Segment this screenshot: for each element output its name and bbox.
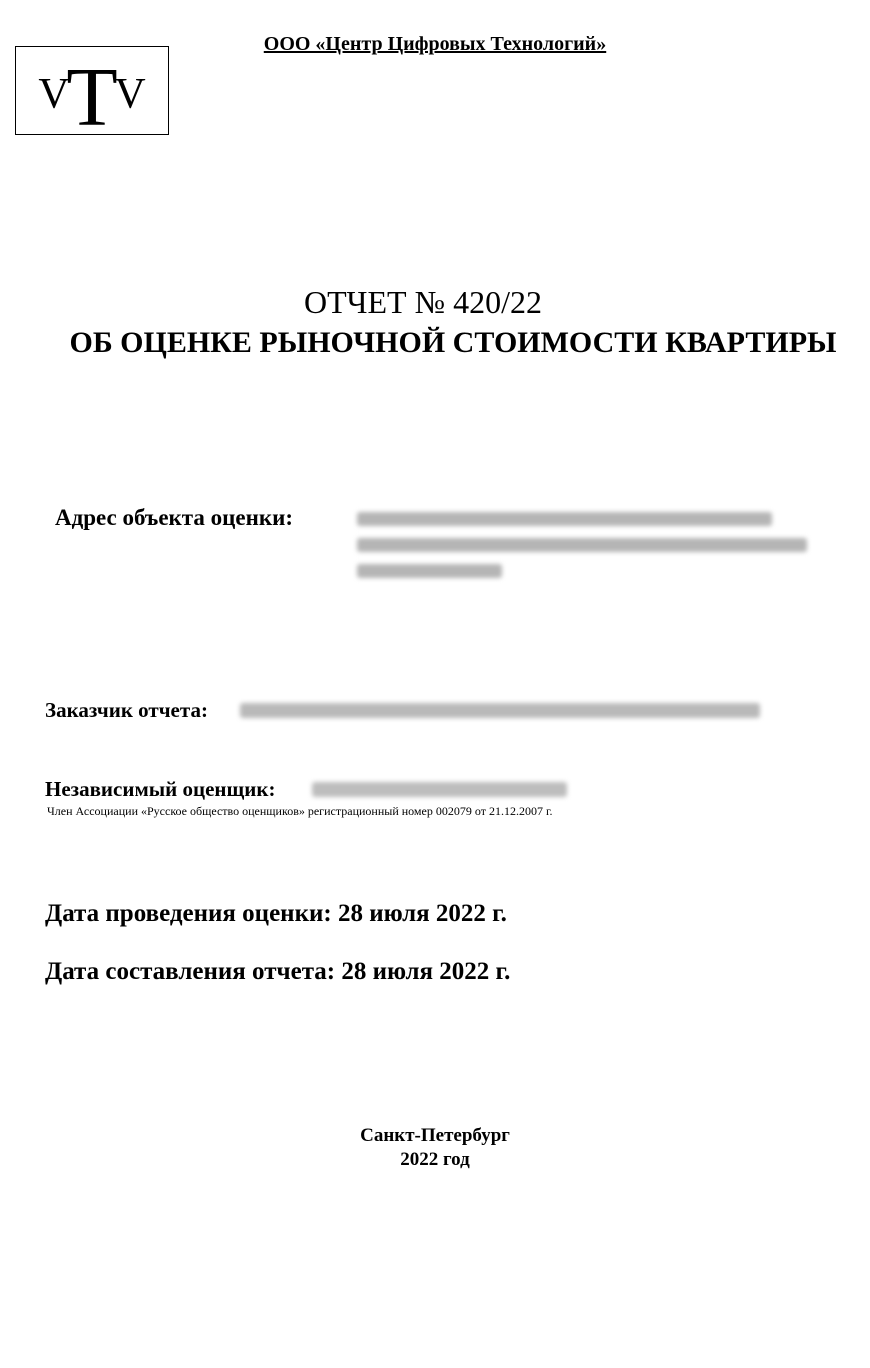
- svg-text:V: V: [114, 70, 146, 118]
- svg-text:V: V: [38, 70, 70, 118]
- company-logo: [15, 46, 169, 135]
- membership-note: Член Ассоциации «Русское общество оценщиков» регистрационный номер 002079 от 21.12.2007 г.: [47, 804, 553, 818]
- valuation-date: Дата проведения оценки: 28 июля 2022 г.: [45, 900, 507, 927]
- year: 2022 год: [400, 1149, 470, 1170]
- report-number-title: ОТЧЕТ № 420/22: [304, 284, 542, 320]
- appraiser-redacted: [312, 782, 567, 797]
- address-redacted: [357, 505, 817, 590]
- report-date: Дата составления отчета: 28 июля 2022 г.: [45, 958, 511, 985]
- address-label: Адрес объекта оценки:: [55, 505, 293, 530]
- report-subject-title: ОБ ОЦЕНКЕ РЫНОЧНОЙ СТОИМОСТИ КВАРТИРЫ: [69, 326, 837, 359]
- company-name: ООО «Центр Цифровых Технологий»: [263, 33, 607, 55]
- appraiser-label: Независимый оценщик:: [45, 777, 276, 801]
- city: Санкт-Петербург: [360, 1125, 510, 1146]
- customer-label: Заказчик отчета:: [45, 698, 208, 722]
- customer-redacted: [240, 703, 760, 718]
- vtv-logo-icon: [16, 47, 168, 134]
- svg-text:T: T: [66, 51, 118, 134]
